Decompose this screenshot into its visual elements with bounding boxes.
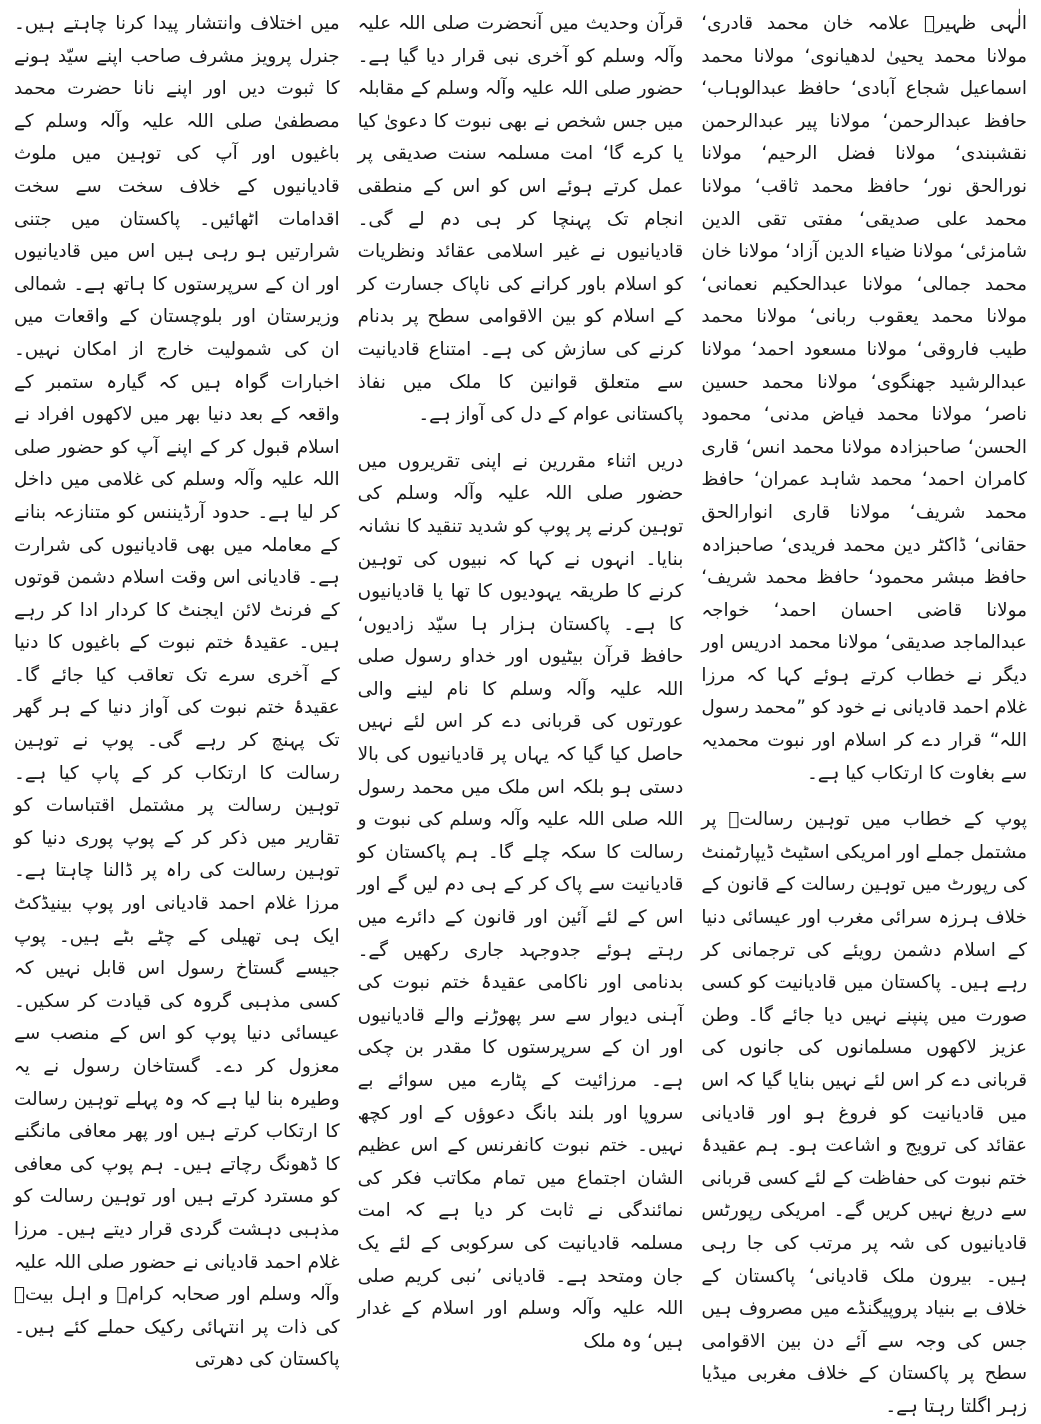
- column-middle: [357, 8, 684, 1352]
- paragraph: دریں اثناء مقررین نے اپنی تقریروں میں حضور صلی اللہ علیہ وآلہ وسلم کی توہین کرنے پر پوپ کو شدید تنقید کا نشانہ بنایا۔ انہوں نے کہا کہ نبیوں کی توہین کرنے کا طریقہ یہودیوں کا تھا یا قادیانیوں کا ہے۔ پاکستان ہزار ہا سیّد زادیوں‘ حافظ قرآن بیٹیوں اور خداو رسول صلی اللہ علیہ وآلہ وسلم کا نام لینے والی عورتوں کی قربانی دے کر اس لئے نہیں حاصل کیا گیا کہ یہاں پر قادیانیوں کی بالا دستی ہو بلکہ اس ملک میں محمد رسول اللہ صلی اللہ علیہ وآلہ وسلم کی نبوت و رسالت کا سکہ چلے گا۔ ہم پاکستان کو قادیانیت سے پاک کر کے ہی دم لیں گے اور اس کے لئے آئین اور قانون کے دائرے میں رہتے ہوئے جدوجہد جاری رکھیں گے۔ بدنامی اور ناکامی عقیدۂ ختم نبوت کی آہنی دیوار سے سر پھوڑنے والے قادیانیوں اور ان کے سرپرستوں کا مقدر بن چکی ہے۔ مرزائیت کے پٹارے میں سوائے بے سروپا اور بلند بانگ دعوؤں کے اور کچھ نہیں۔ ختم نبوت کانفرنس کے اس عظیم الشان اجتماع میں تمام مکاتب فکر کی نمائندگی نے ثابت کر دیا ہے کہ امت مسلمہ قادیانیت کی سرکوبی کے لئے یک جان ومتحد ہے۔ قادیانی ’نبی کریم صلی اللہ علیہ وآلہ وسلم اور اسلام کے غدار ہیں‘ وہ ملک: [357, 450, 684, 1352]
- column-right: [701, 8, 1027, 1417]
- column-left: [13, 8, 340, 1371]
- paragraph: میں اختلاف وانتشار پیدا کرنا چاہتے ہیں۔ جنرل پرویز مشرف صاحب اپنے سیّد ہونے کا ثبوت دیں اور اپنے نانا حضرت محمد مصطفیٰ صلی اللہ علیہ وآلہ وسلم کے باغیوں اور آپ کی توہین میں ملوث قادیانیوں کے خلاف سخت سے سخت اقدامات اٹھائیں۔ پاکستان میں جتنی شرارتیں ہو رہی ہیں اس میں قادیانیوں اور ان کے سرپرستوں کا ہاتھ ہے۔ شمالی وزیرستان اور بلوچستان کے واقعات میں ان کی شمولیت خارج از امکان نہیں۔ اخبارات گواہ ہیں کہ گیارہ ستمبر کے واقعہ کے بعد دنیا بھر میں لاکھوں افراد نے اسلام قبول کر کے اپنے آپ کو حضور صلی اللہ علیہ وآلہ وسلم کی غلامی میں داخل کر لیا ہے۔ حدود آرڈیننس کو متنازعہ بنانے کے معاملہ میں بھی قادیانیوں کی شرارت ہے۔ قادیانی اس وقت اسلام دشمن قوتوں کے فرنٹ لائن ایجنٹ کا کردار ادا کر رہے ہیں۔ عقیدۂ ختم نبوت کے باغیوں کا دنیا کے آخری سرے تک تعاقب کیا جائے گا۔ عقیدۂ ختم نبوت کی آواز دنیا کے ہر گھر تک پہنچ کر رہے گی۔ پوپ نے توہین رسالت کا ارتکاب کر کے پاپ کیا ہے۔ توہین رسالت پر مشتمل اقتباسات کو تقاریر میں ذکر کر کے پوپ پوری دنیا کو توہین رسالت کی راہ پر ڈالنا چاہتا ہے۔ مرزا غلام احمد قادیانی اور پوپ بینیڈکٹ ایک ہی تھیلی کے چٹے بٹے ہیں۔ پوپ جیسے گستاخ رسول اس قابل نہیں کہ کسی مذہبی گروہ کی قیادت کر سکیں۔ عیسائی دنیا پوپ کو اس کے منصب سے معزول کر دے۔ گستاخان رسول نے یہ وطیرہ بنا لیا ہے کہ وہ پہلے توہین رسالت کا ارتکاب کرتے ہیں اور پھر معافی مانگنے کا ڈھونگ رچاتے ہیں۔ ہم پوپ کی معافی کو مسترد کرتے ہیں اور توہین رسالت کو مذہبی دہشت گردی قرار دیتے ہیں۔ مرزا غلام احمد قادیانی نے حضور صلی اللہ علیہ وآلہ وسلم اور صحابہ کرامؓ و اہل بیتؓ کی ذات پر انتہائی رکیک حملے کئے ہیں۔ پاکستان کی دھرتی: [13, 13, 340, 1371]
- paragraph: پوپ کے خطاب میں توہین رسالتؐ پر مشتمل جملے اور امریکی اسٹیٹ ڈیپارٹمنٹ کی رپورٹ میں توہین رسالت کے قانون کے خلاف ہرزہ سرائی مغرب اور عیسائی دنیا کے اسلام دشمن رویئے کی ترجمانی کر رہے ہیں۔ پاکستان میں قادیانیت کو کسی صورت میں پنپنے نہیں دیا جائے گا۔ وطن عزیز لاکھوں مسلمانوں کی جانوں کی قربانی دے کر اس لئے نہیں بنایا گیا کہ اس میں قادیانیت کو فروغ ہو اور قادیانی عقائد کی ترویج و اشاعت ہو۔ ہم عقیدۂ ختم نبوت کی حفاظت کے لئے کسی قربانی سے دریغ نہیں کریں گے۔ امریکی رپورٹس قادیانیوں کی شہ پر مرتب کی جا رہی ہیں۔ بیرون ملک قادیانی‘ پاکستان کے خلاف بے بنیاد پروپیگنڈے میں مصروف ہیں جس کی وجہ سے آئے دن بین الاقوامی سطح پر پاکستان کے خلاف مغربی میڈیا زہر اگلتا رہتا ہے۔: [701, 809, 1027, 1417]
- paragraph: الٰہی ظہیرؒ علامہ خان محمد قادری‘ مولانا محمد یحییٰ لدھیانوی‘ مولانا محمد اسماعیل شجاع آبادی‘ حافظ عبدالوہاب‘ حافظ عبدالرحمن‘ مولانا پیر عبدالرحمن نقشبندی‘ مولانا فضل الرحیم‘ مولانا نورالحق نور‘ حافظ محمد ثاقب‘ مولانا محمد علی صدیقی‘ مفتی تقی الدین شامزئی‘ مولانا ضیاء الدین آزاد‘ مولانا خان محمد جمالی‘ مولانا عبدالحکیم نعمانی‘ مولانا محمد یعقوب ربانی‘ مولانا محمد طیب فاروقی‘ مولانا مسعود احمد‘ مولانا عبدالرشید جھنگوی‘ مولانا محمد حسین ناصر‘ مولانا محمد فیاض مدنی‘ محمود الحسن‘ صاحبزادہ مولانا محمد انس‘ قاری کامران احمد‘ محمد شاہد عمران‘ حافظ محمد شریف‘ مولانا قاری انوارالحق حقانی‘ ڈاکٹر دین محمد فریدی‘ صاحبزادہ حافظ مبشر محمود‘ حافظ محمد شریف‘ مولانا قاضی احسان احمد‘ خواجہ عبدالماجد صدیقی‘ مولانا محمد ادریس اور دیگر نے خطاب کرتے ہوئے کہا کہ مرزا غلام احمد قادیانی نے خود کو ”محمد رسول اللہ“ قرار دے کر اسلام اور نبوت محمدیہ سے بغاوت کا ارتکاب کیا ہے۔: [701, 13, 1027, 784]
- paragraph: قرآن وحدیث میں آنحضرت صلی اللہ علیہ وآلہ وسلم کو آخری نبی قرار دیا گیا ہے۔ حضور صلی اللہ علیہ وآلہ وسلم کے مقابلہ میں جس شخص نے بھی نبوت کا دعویٰ کیا یا کرے گا‘ امت مسلمہ سنت صدیقی پر عمل کرتے ہوئے اس کو اس کے منطقی انجام تک پہنچا کر ہی دم لے گی۔ قادیانیوں نے غیر اسلامی عقائد ونظریات کو اسلام باور کرانے کی ناپاک جسارت کر کے اسلام کو بین الاقوامی سطح پر بدنام کرنے کی سازش کی ہے۔ امتناع قادیانیت سے متعلق قوانین کا ملک میں نفاذ پاکستانی عوام کے دل کی آواز ہے۔: [357, 13, 684, 426]
- text-columns: [13, 8, 1027, 1417]
